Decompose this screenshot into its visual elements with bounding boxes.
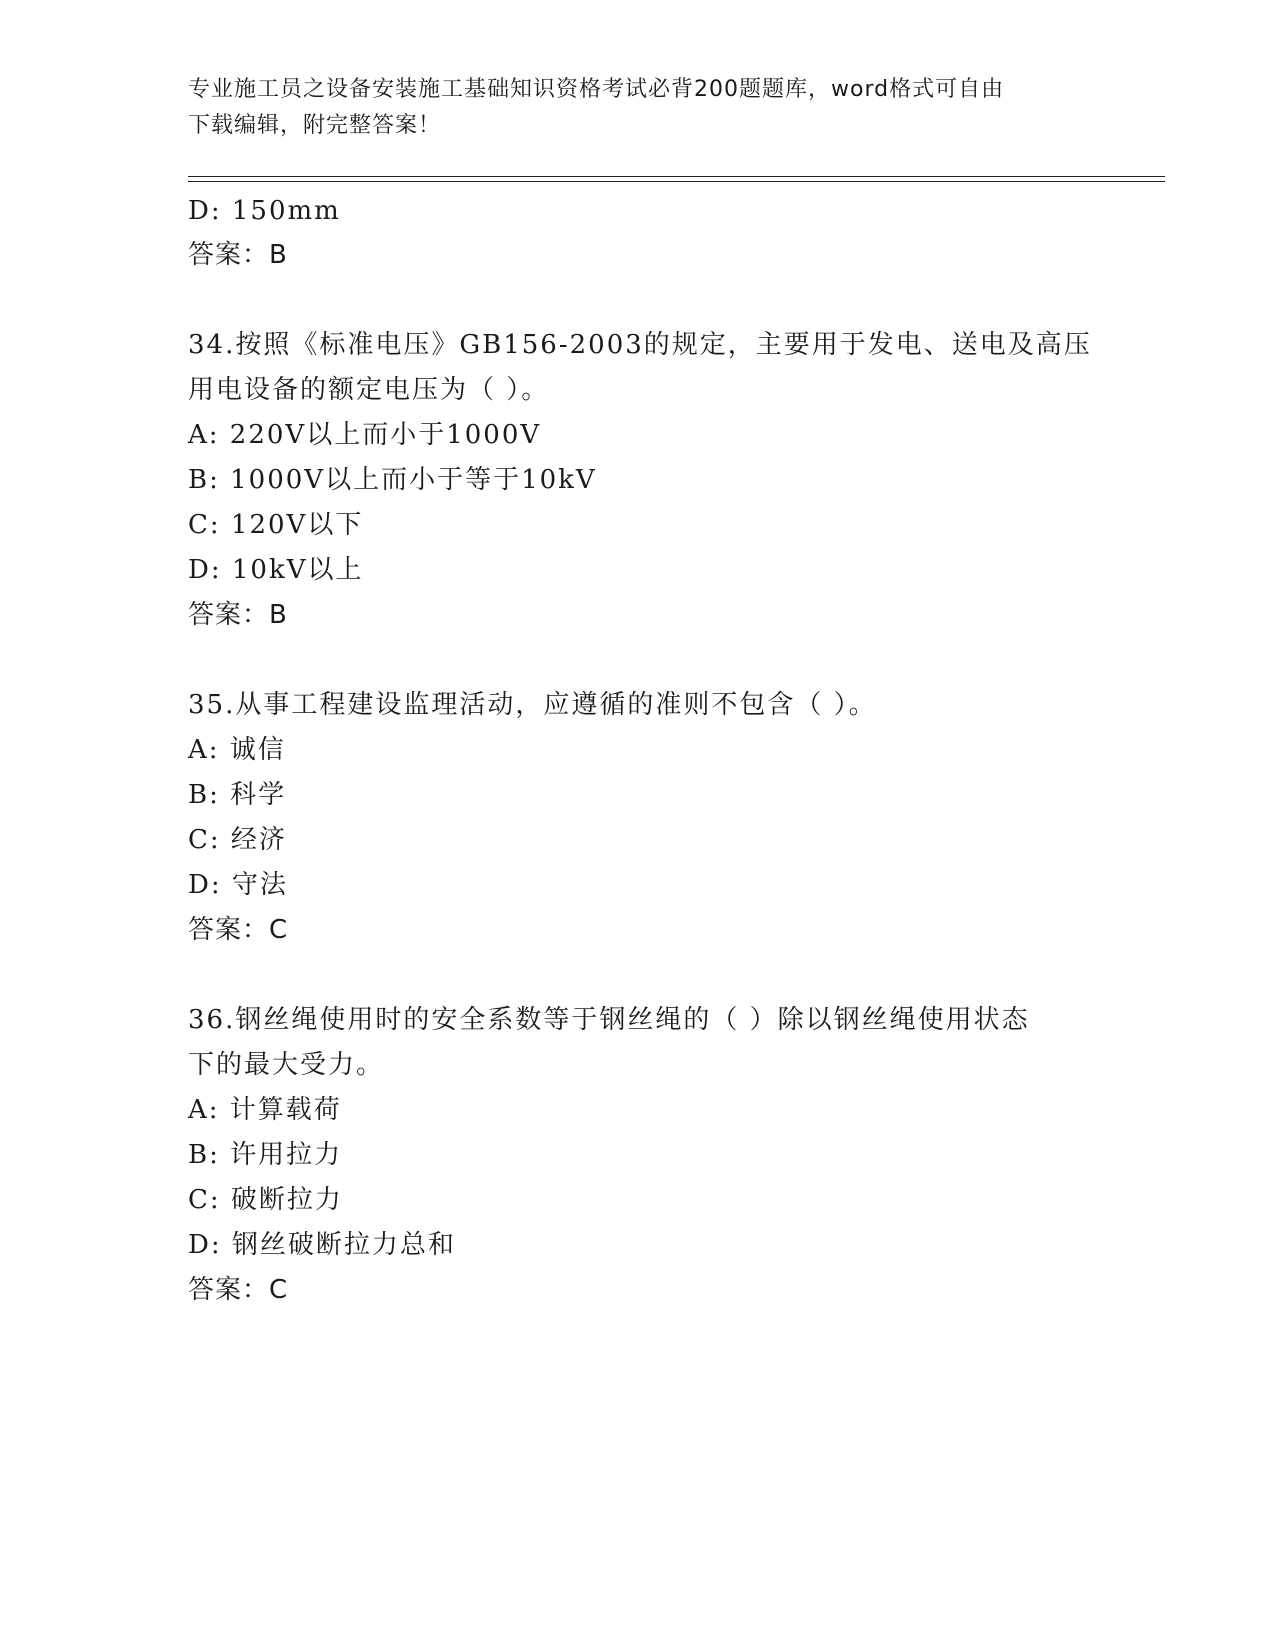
q36-answer: 答案：C [188,1275,289,1305]
prev-option-d: D: 150mm [188,196,341,226]
q35-option-b: B: 科学 [188,780,287,810]
header-divider-top [188,176,1165,177]
header-line-1: 专业施工员之设备安装施工基础知识资格考试必背200题题库，word格式可自由 [188,77,1005,102]
q35-option-d: D: 守法 [188,870,288,900]
header-divider-bottom [188,181,1165,182]
q34-answer: 答案：B [188,600,288,630]
q36-stem-line-2: 下的最大受力。 [188,1050,385,1080]
q34-option-c: C: 120V以下 [188,510,364,540]
q36-stem-line-1: 36.钢丝绳使用时的安全系数等于钢丝绳的（ ）除以钢丝绳使用状态 [188,1005,1030,1035]
document-header [188,72,1088,144]
q36-option-c: C: 破断拉力 [188,1185,343,1215]
q34-option-b: B: 1000V以上而小于等于10kV [188,465,597,495]
prev-answer: 答案：B [188,240,288,270]
q34-stem-line-1: 34.按照《标准电压》GB156-2003的规定，主要用于发电、送电及高压 [188,330,1092,360]
q35-option-c: C: 经济 [188,825,287,855]
q35-answer: 答案：C [188,915,289,945]
q36-option-b: B: 许用拉力 [188,1140,343,1170]
q36-option-a: A: 计算载荷 [188,1095,342,1125]
q35-option-a: A: 诚信 [188,735,286,765]
q34-stem-line-2: 用电设备的额定电压为（ ）。 [188,375,550,405]
q35-stem-line-1: 35.从事工程建设监理活动，应遵循的准则不包含（ ）。 [188,690,877,720]
q34-option-a: A: 220V以上而小于1000V [188,420,542,450]
q34-option-d: D: 10kV以上 [188,555,364,585]
header-line-2: 下载编辑，附完整答案！ [188,113,442,138]
q36-option-d: D: 钢丝破断拉力总和 [188,1230,456,1260]
